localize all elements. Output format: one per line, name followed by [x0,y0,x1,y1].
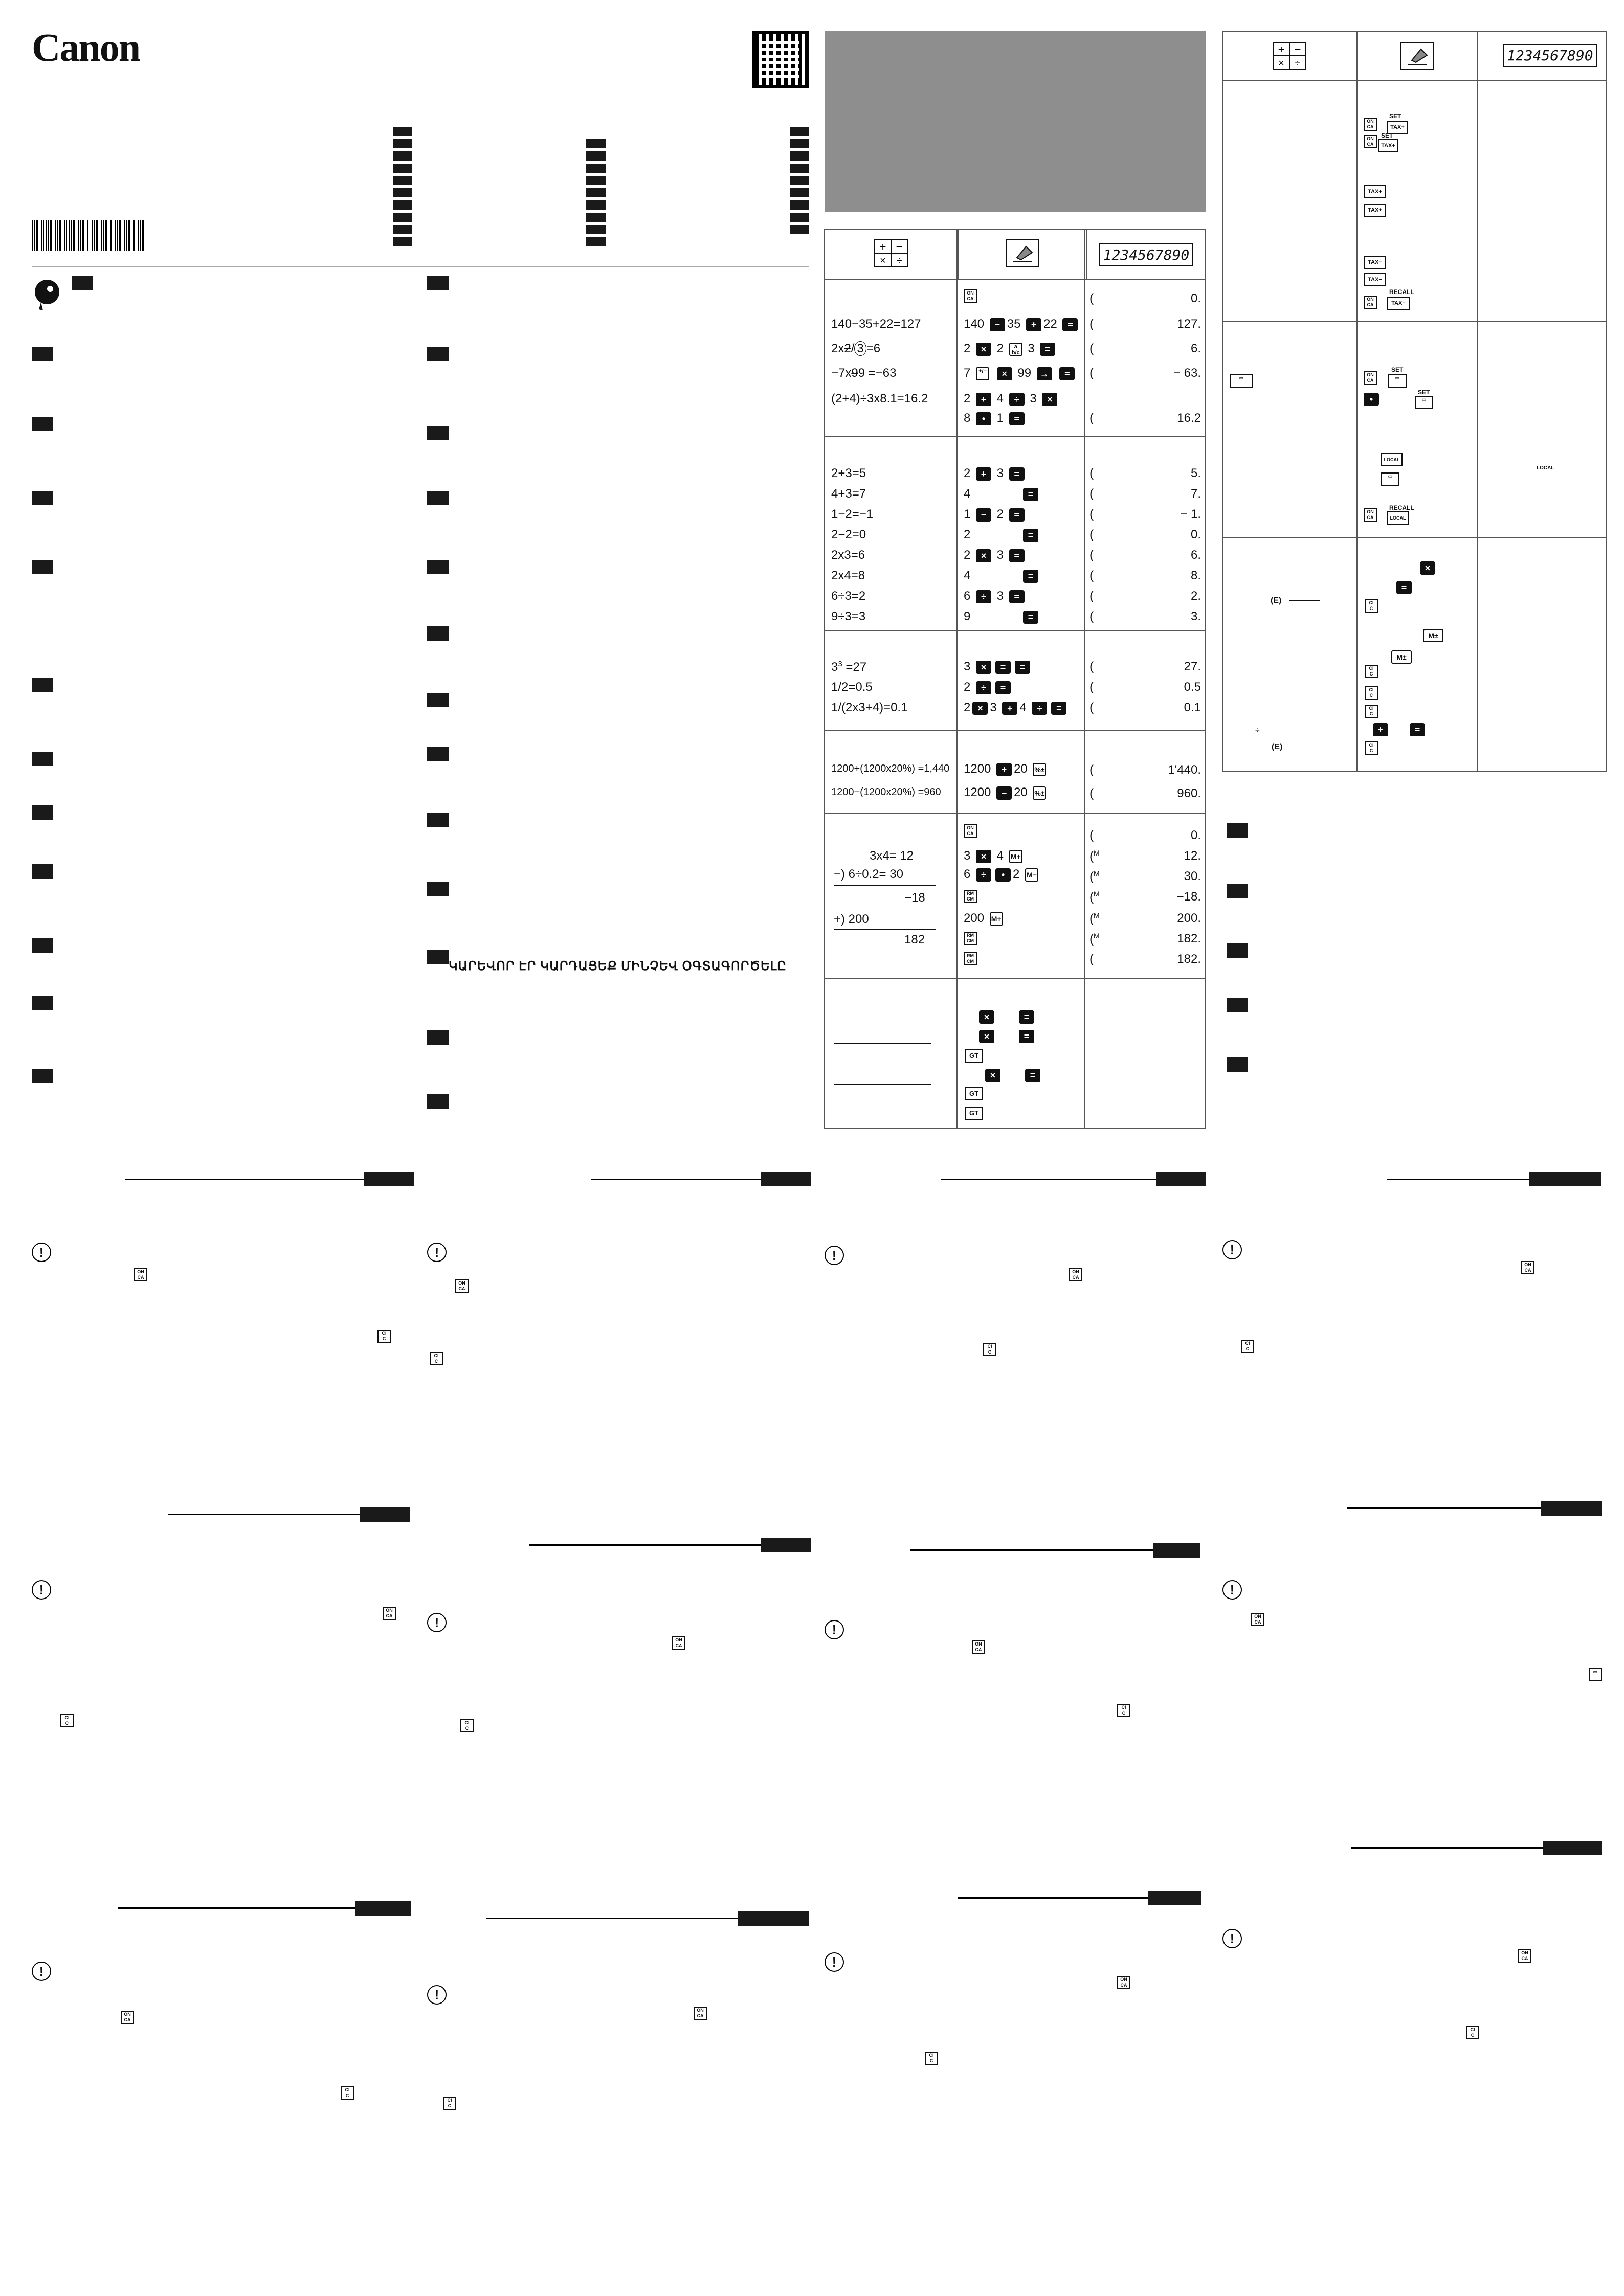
local-key: LOCAL [1387,511,1409,525]
display-value: 0. [1190,528,1201,542]
example-text: $3^3 =27$ [831,660,867,674]
section-marker [32,417,53,431]
example-text: 182 [904,933,925,947]
local-indicator: LOCAL [1537,465,1554,471]
key-sequence: 2 + 3 = [964,466,1027,481]
display-value: 960. [1177,786,1201,800]
example-text: 1200+(1200x20%) =1,440 [831,763,950,774]
clear-key: CI C [1365,599,1378,613]
warning-icon: ! [825,1246,844,1265]
section-marker [427,347,449,361]
svg-text:×: × [1278,58,1284,69]
rm-cm-key: RM CM [964,952,977,965]
key-sequence: 3 × = = [964,660,1032,674]
tax-minus-key: TAX− [1387,297,1410,310]
clear-key: CI C [1365,705,1378,718]
key-label: SET [1389,112,1401,120]
key-sequence: × = [977,1029,1036,1043]
multiply-key: × [1420,561,1435,575]
gt-key: GT [965,1049,983,1063]
clear-key: CI C [1365,665,1378,678]
example-text: −) 6÷0.2= 30 [834,867,903,881]
plus-key: + [1373,723,1388,736]
display-value: 16.2 [1177,411,1201,425]
key-label: RECALL [1389,504,1414,511]
rate-key: ▭ [1230,374,1253,388]
tax-plus-key: TAX+ [1364,204,1386,217]
key-label: SET [1381,132,1393,139]
example-text: (2+4)÷3x8.1=16.2 [831,392,928,406]
display-value: − 1. [1180,507,1201,521]
svg-text:×: × [880,255,886,266]
example-text: 1/2=0.5 [831,680,873,694]
tax-minus-key: TAX− [1364,256,1386,269]
tax-plus-key: TAX+ [1364,185,1386,198]
key-sequence: × = [977,1009,1036,1024]
section-marker [427,747,449,761]
key-sequence: 1200 + 20 %± [964,762,1048,776]
key-label: RECALL [1389,288,1414,296]
example-text: 9÷3=3 [831,610,866,623]
example-text: 2x2/ 3 =6 [831,342,881,355]
equals-key: = [1410,723,1425,736]
section-marker [32,1069,53,1083]
on-ca-key: ON CA [1364,371,1377,385]
grey-panel [825,31,1206,212]
language-index-2 [586,139,606,246]
on-ca-key: ON CA [1364,118,1377,131]
example-text: 3x4= 12 [870,849,914,863]
rate-key: ▭ [1415,396,1433,409]
display-value: 27. [1184,660,1201,673]
section-marker [427,560,449,574]
key-sequence: 2 = [964,528,1040,542]
display-value: 1'440. [1168,763,1201,777]
display-value: 7. [1190,487,1201,501]
display-value: 200. [1177,911,1201,925]
svg-text:÷: ÷ [896,255,902,266]
display-value: 0. [1190,291,1201,305]
key-sequence: 1 − 2 = [964,507,1027,522]
section-marker [32,752,53,766]
key-sequence: 7 +/− × 99 → = [964,366,1077,380]
example-text: 2−2=0 [831,528,866,542]
section-marker [427,491,449,505]
key-sequence: 2 × 3 + 4 ÷ = [964,701,1069,715]
display-value: 5. [1190,466,1201,480]
rate-key: ▭ [1388,374,1407,388]
example-text: 2+3=5 [831,466,866,480]
key-label: SET [1418,389,1430,396]
section-marker [1227,884,1248,898]
section-marker [427,882,449,896]
section-marker [427,276,449,290]
key-sequence: 2 + 4 ÷ 3 × [964,392,1059,406]
display-value: 30. [1184,869,1201,883]
section-marker [1227,823,1248,838]
equals-key: = [1396,581,1412,594]
on-ca-key: ON CA [1364,135,1377,148]
local-key: LOCAL [1381,453,1403,466]
section-marker [427,813,449,827]
tax-minus-key: TAX− [1364,273,1386,286]
section-marker [427,1094,449,1109]
divide-label: ÷ [1255,726,1260,735]
display-value: −18. [1176,890,1201,904]
key-sequence: 2 × 3 = [964,548,1027,562]
example-text: 1200−(1200x20%) =960 [831,786,941,798]
keypress-icon [1400,42,1434,70]
key-sequence: 4 = [964,569,1040,583]
display-value: 0.1 [1184,701,1201,714]
section-marker [32,864,53,879]
key-sequence: 4 = [964,487,1040,501]
key-sequence: 3 × 4 M+ [964,849,1025,863]
section-marker [1227,998,1248,1012]
warning-icon: ! [1222,1240,1242,1259]
section-marker [32,996,53,1010]
display-value: − 63. [1173,366,1201,380]
key-sequence: × = [983,1068,1042,1082]
display-value: 3. [1190,610,1201,623]
warning-icon: ! [427,1243,447,1262]
svg-text:−: − [896,240,903,253]
example-text: −7x99 =−63 [831,366,897,380]
key-sequence: 6 ÷ • 2 M− [964,867,1040,882]
display-value: 0.5 [1184,680,1201,694]
section-marker [72,276,93,290]
language-index-1 [393,127,412,246]
svg-text:−: − [1294,43,1301,56]
section-marker [32,678,53,692]
svg-text:+: + [879,240,886,253]
key-label: SET [1391,366,1404,373]
canon-logo: Canon [32,25,140,70]
memory-key: M± [1391,650,1412,664]
display-value: 12. [1184,849,1201,863]
gt-key: GT [965,1107,983,1120]
on-ca-key: ON CA [964,824,977,838]
section-marker [427,950,449,964]
error-label: (E) [1271,596,1282,605]
section-marker [1227,943,1248,958]
example-text: 1−2=−1 [831,507,874,521]
clear-key: CI C [1365,686,1378,700]
display-value: 0. [1190,828,1201,842]
svg-text:+: + [1278,43,1285,56]
language-index-3 [790,127,809,234]
display-value: 182. [1177,932,1201,946]
display-value: 6. [1190,548,1201,562]
armenian-notice: ԿԱՐԵՎՈՐ ԷՐ ԿԱՐԴԱՑԵՔ ՄԻՆՉԵՎ ՕԳՏԱԳՈՐԾԵԼԸ [449,959,787,973]
key-sequence: 200 M+ [964,911,1005,926]
section-marker [32,938,53,953]
section-marker [32,560,53,574]
display-value: 182. [1177,952,1201,966]
section-marker [1227,1057,1248,1072]
key-sequence: 140 − 35 + 22 = [964,317,1080,331]
example-text: 2x3=6 [831,548,865,562]
section-marker [32,347,53,361]
display-value: 6. [1190,342,1201,355]
example-text: 140−35+22=127 [831,317,921,331]
rm-cm-key: RM CM [964,890,977,903]
example-text: +) 200 [834,912,869,926]
example-text: 1/(2x3+4)=0.1 [831,701,908,714]
tax-plus-key: TAX+ [1378,139,1398,152]
svg-text:÷: ÷ [1295,58,1301,69]
example-text: 4+3=7 [831,487,866,501]
error-label: (E) [1272,742,1283,751]
section-marker [427,693,449,707]
on-ca-key: ON CA [1364,508,1377,522]
lightbulb-icon [32,279,62,313]
warning-icon: ! [32,1243,51,1262]
key-sequence: 1200 − 20 %± [964,785,1048,800]
rate-key: ▭ [1381,472,1399,486]
display-value: 8. [1190,569,1201,582]
header-display: 1234567890 [1087,230,1206,280]
clear-key: CI C [1365,741,1378,755]
display-sample: 1234567890 [1503,44,1597,67]
qr-code [752,31,809,88]
key-sequence: 6 ÷ 3 = [964,589,1027,603]
barcode [32,220,147,251]
section-marker [427,426,449,440]
example-text: 2x4=8 [831,569,865,582]
section-marker [427,626,449,641]
calc-operators-icon [1273,42,1306,70]
key-sequence: 2 × 2 a b/c 3 = [964,342,1057,356]
section-marker [427,1030,449,1045]
example-text: −18 [904,891,925,905]
memory-key: M± [1423,629,1443,642]
on-ca-key: ON CA [964,289,977,303]
rm-cm-key: RM CM [964,932,977,945]
gt-key: GT [965,1087,983,1100]
on-ca-key: ON CA [1364,296,1377,309]
display-value: 2. [1190,589,1201,603]
divider [32,266,809,267]
section-marker [32,805,53,820]
tax-plus-key: TAX+ [1387,121,1408,134]
key-sequence: 2 ÷ = [964,680,1013,694]
display-value: 127. [1177,317,1201,331]
dot-key: • [1364,393,1379,406]
key-sequence: 8 • 1 = [964,411,1027,425]
key-sequence: 9 = [964,610,1040,624]
section-marker [32,491,53,505]
example-text: 6÷3=2 [831,589,866,603]
